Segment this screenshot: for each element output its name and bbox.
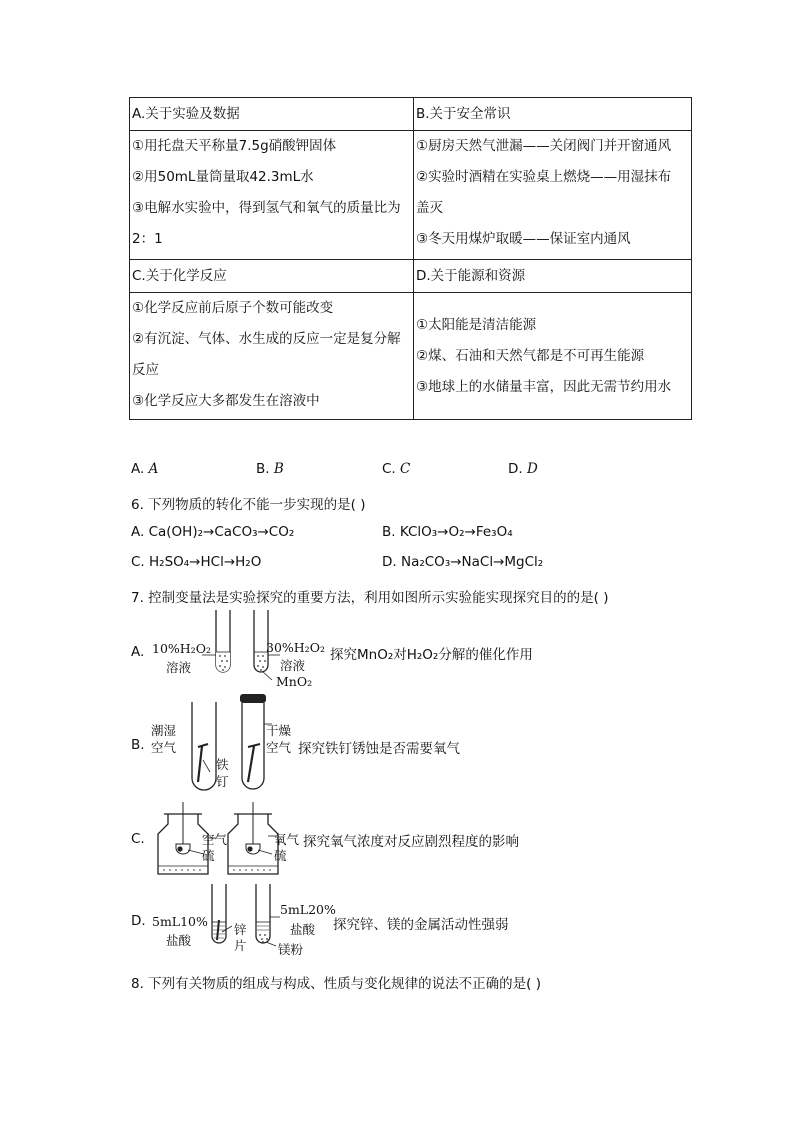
d-line-1: ①太阳能是清洁能源 (416, 316, 537, 333)
q7-a-right-top: 30%H₂O₂ (266, 640, 325, 655)
q7-d-right-bottom: 镁粉 (278, 942, 304, 957)
q7-option-a-label[interactable]: A. (131, 644, 145, 660)
c-line-2: ②有沉淀、气体、水生成的反应一定是复分解 (132, 331, 401, 347)
q7-b-text: 探究铁钉锈蚀是否需要氧气 (298, 741, 460, 757)
q7-option-b-label[interactable]: B. (131, 737, 145, 753)
q5-option-d-value: D (526, 461, 538, 477)
a-line-2: ②用50mL量筒量取42.3mL水 (132, 169, 314, 185)
q6-option-a[interactable]: A. Ca(OH)₂→CaCO₃→CO₂ (131, 524, 295, 540)
q7-b-nail-1: 铁 (216, 757, 229, 772)
q7-c-left-s: 硫 (202, 848, 215, 863)
cell-d-title (414, 260, 692, 293)
q7-a-right-bottom: MnO₂ (276, 674, 313, 689)
q7-c-right-s: 硫 (274, 848, 287, 863)
q5-option-b-value: B (273, 461, 284, 477)
b-line-1: ①厨房天然气泄漏——关闭阀门并开窗通风 (416, 138, 672, 154)
cell-a-title (130, 98, 414, 131)
c-line-1: ①化学反应前后原子个数可能改变 (132, 300, 334, 316)
b-line-4: ③冬天用煤炉取暖——保证室内通风 (416, 231, 631, 247)
q7-b-diagram (180, 692, 280, 796)
q7-stem: 7. 控制变量法是实验探究的重要方法，利用如图所示实验能实现探究目的的是( ) (131, 590, 609, 606)
q5-option-c-label: C. (382, 461, 396, 477)
q7-c-right-gas: 氧气 (274, 832, 300, 847)
b-line-3: 盖灭 (416, 200, 443, 216)
q5-option-d-label: D. (508, 461, 523, 477)
c-line-3: 反应 (132, 362, 159, 378)
cell-d-body (414, 293, 692, 420)
a-line-4: 2：1 (132, 231, 163, 247)
a-line-3: ③电解水实验中，得到氢气和氧气的质量比为 (132, 200, 401, 216)
q7-d-right-mid: 盐酸 (290, 922, 316, 937)
b-line-2: ②实验时酒精在实验桌上燃烧——用湿抹布 (416, 169, 672, 185)
cell-a-body (130, 131, 414, 260)
q6-option-b[interactable]: B. KClO₃→O₂→Fe₃O₄ (382, 524, 513, 540)
d-line-3: ③地球上的水储量丰富，因此无需节约用水 (416, 378, 672, 395)
cell-c-title-text: C.关于化学反应 (132, 268, 227, 284)
a-line-1: ①用托盘天平称量7.5g硝酸钾固体 (132, 138, 337, 154)
cell-b-title-text: B.关于安全常识 (416, 106, 511, 122)
q6-option-d[interactable]: D. Na₂CO₃→NaCl→MgCl₂ (382, 554, 544, 570)
q7-a-left-bottom: 溶液 (166, 660, 192, 675)
cell-b-title (414, 98, 692, 131)
q7-b-nail-2: 钉 (216, 774, 229, 789)
q7-c-left-gas: 空气 (202, 832, 228, 847)
q7-d-left-top: 5mL10% (152, 914, 208, 929)
q5-option-a-label: A. (131, 461, 145, 477)
q7-option-c-label[interactable]: C. (131, 831, 145, 847)
q6-stem: 6. 下列物质的转化不能一步实现的是( ) (131, 497, 366, 513)
q7-b-left-bottom: 空气 (151, 740, 177, 755)
q5-option-c-value: C (400, 461, 411, 477)
q7-a-text: 探究MnO₂对H₂O₂分解的催化作用 (330, 647, 533, 663)
c-line-4: ③化学反应大多都发生在溶液中 (132, 393, 320, 409)
q7-b-right-top: 干燥 (266, 723, 292, 738)
cell-c-title (130, 260, 414, 293)
q5-option-a[interactable] (131, 461, 158, 477)
q7-d-text: 探究锌、镁的金属活动性强弱 (333, 917, 509, 933)
q7-c-text: 探究氧气浓度对反应剧烈程度的影响 (303, 834, 519, 850)
cell-b-body (414, 131, 692, 260)
d-line-2: ②煤、石油和天然气都是不可再生能源 (416, 347, 645, 364)
q7-b-right-bottom: 空气 (266, 740, 292, 755)
cell-a-title-text: A.关于实验及数据 (132, 106, 240, 122)
q7-d-zinc-2: 片 (234, 938, 247, 953)
q7-option-d-label[interactable]: D. (131, 913, 146, 929)
q6-option-c[interactable]: C. H₂SO₄→HCl→H₂O (131, 554, 262, 570)
options-table (129, 97, 692, 420)
q7-d-left-bottom: 盐酸 (166, 933, 192, 948)
q8-stem: 8. 下列有关物质的组成与构成、性质与变化规律的说法不正确的是( ) (131, 976, 541, 992)
q5-option-c[interactable] (382, 461, 410, 477)
q5-option-a-value: A (148, 461, 159, 477)
q5-option-b-label: B. (256, 461, 270, 477)
q5-option-b[interactable] (256, 461, 284, 477)
q7-a-left-top: 10%H₂O₂ (152, 641, 211, 656)
cell-d-title-text: D.关于能源和资源 (416, 268, 526, 284)
q7-a-right-mid: 溶液 (280, 658, 306, 673)
q5-option-d[interactable] (508, 461, 538, 477)
q7-b-left-top: 潮湿 (151, 723, 177, 738)
q7-d-zinc-1: 锌 (234, 922, 247, 937)
cell-c-body (130, 293, 414, 420)
q7-d-right-top: 5mL20% (280, 902, 336, 917)
